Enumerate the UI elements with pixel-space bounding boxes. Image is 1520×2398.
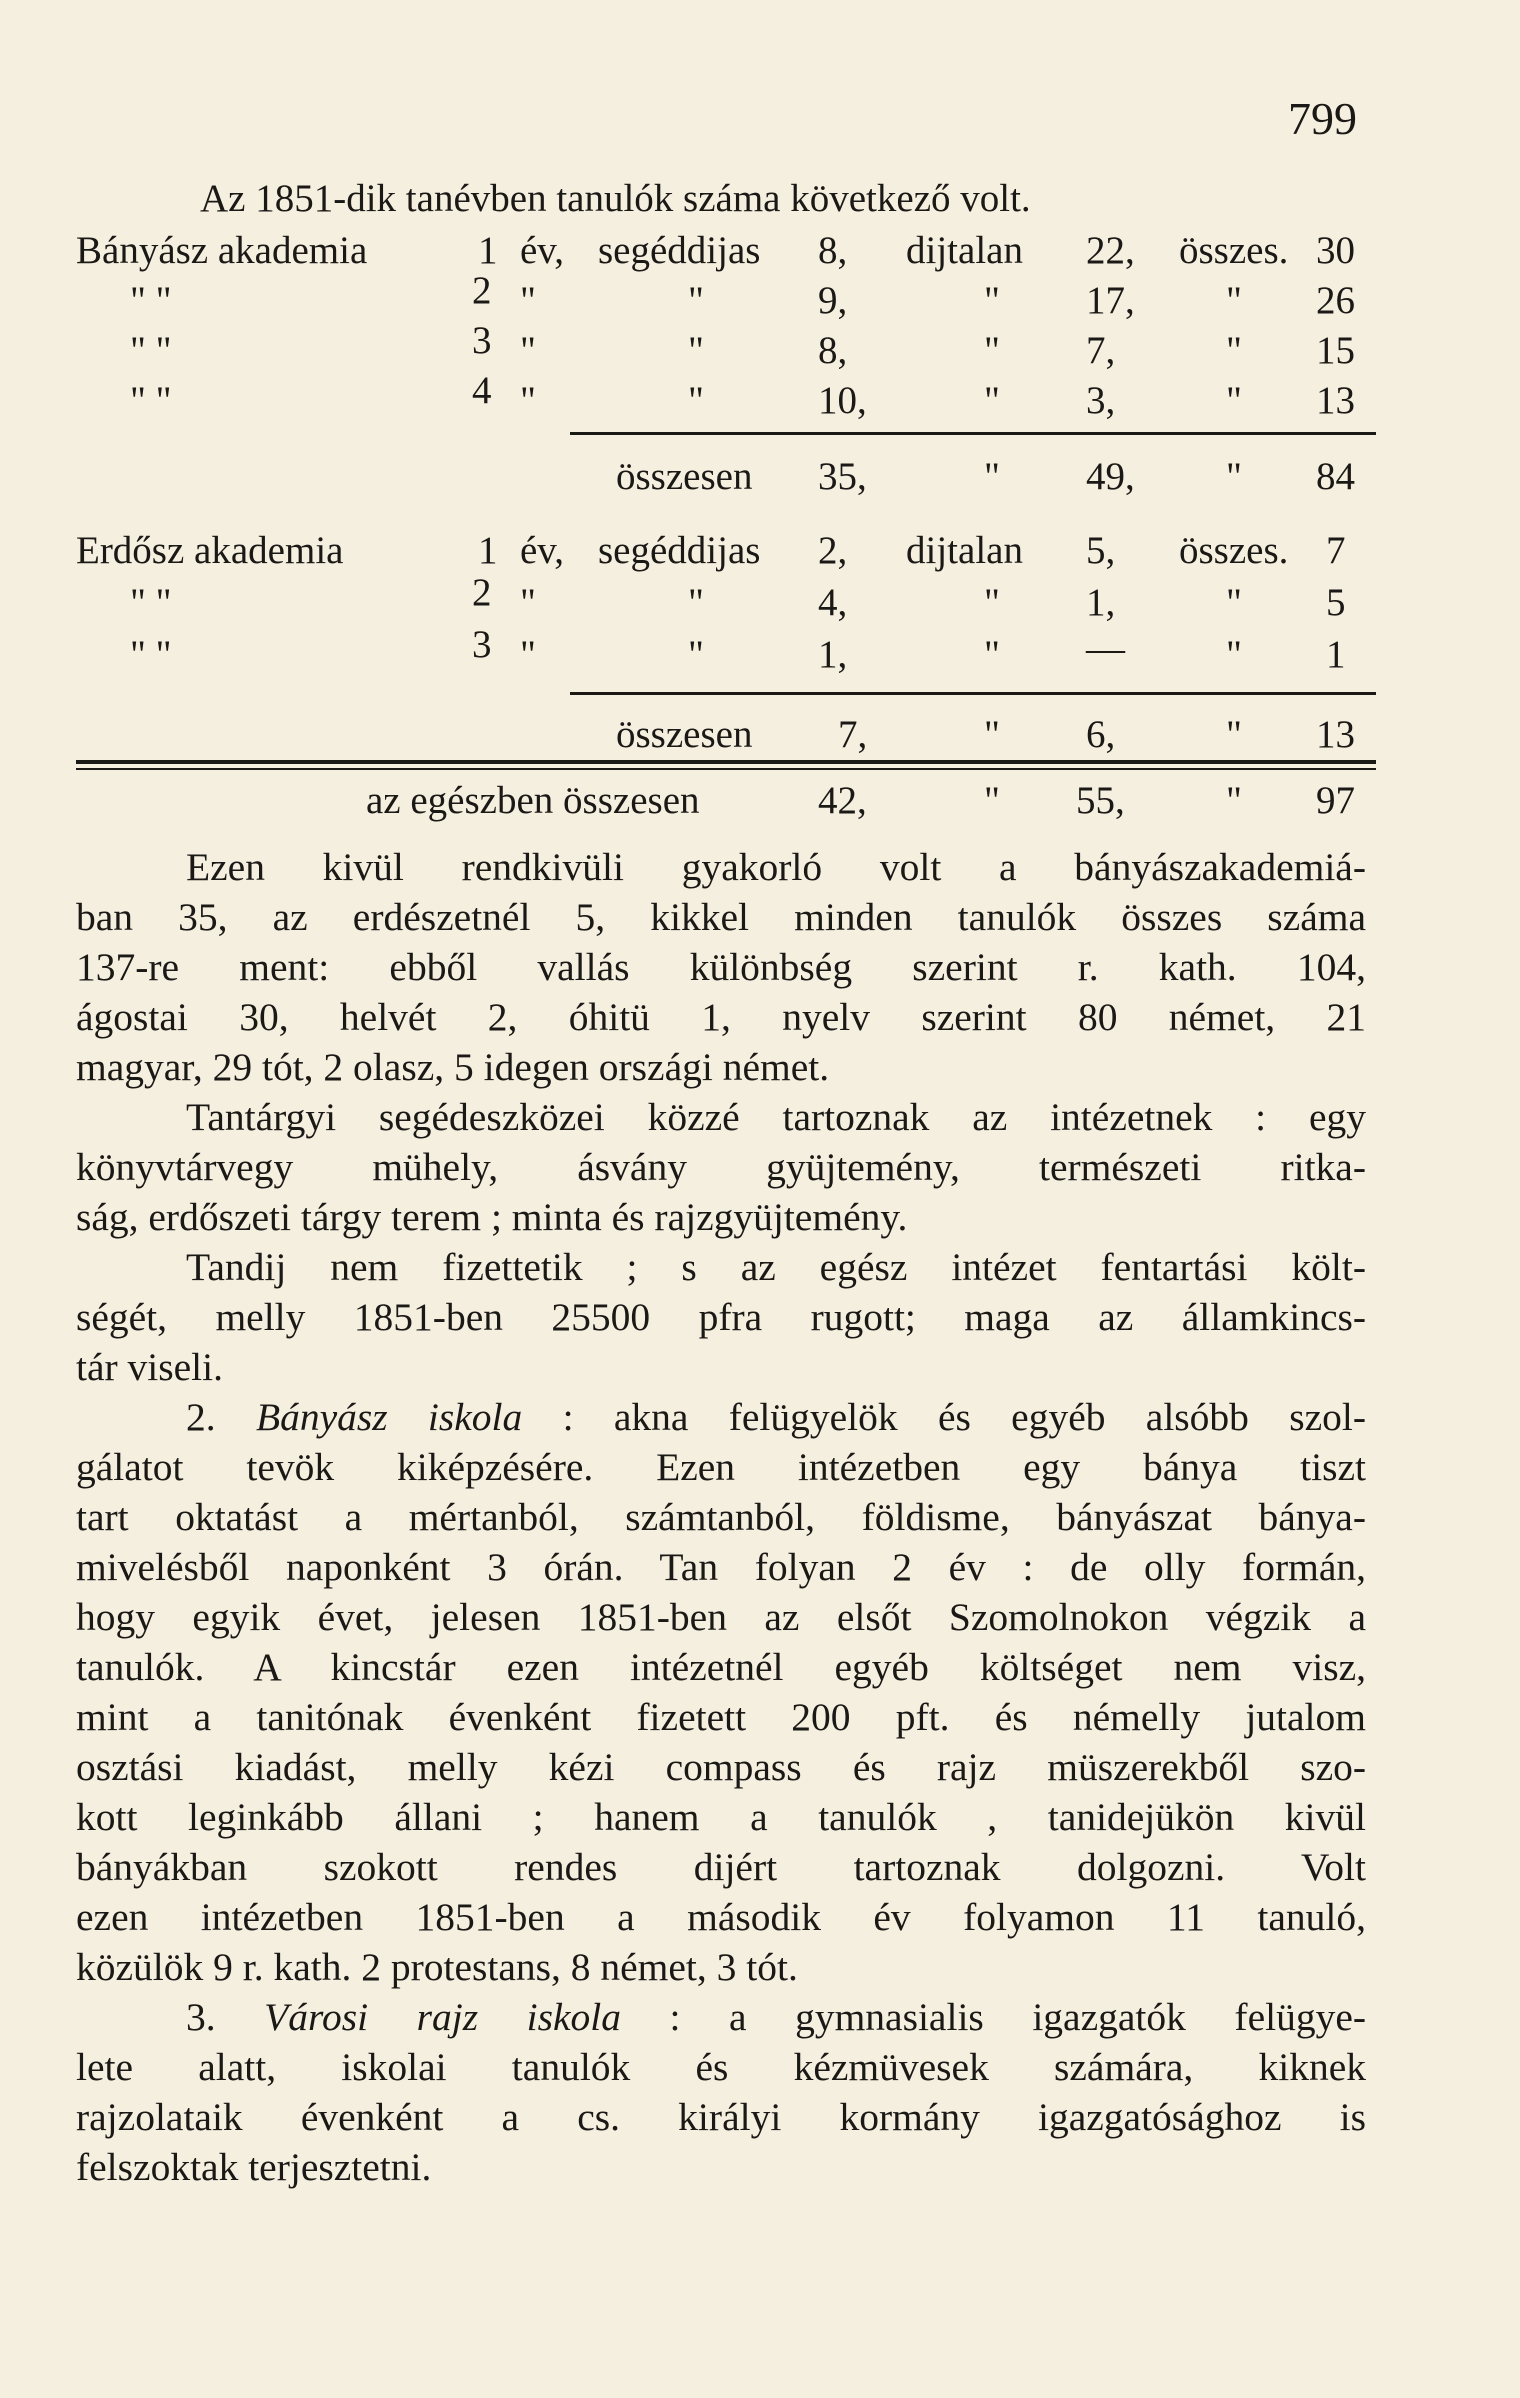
paragraph: Ezen kivül rendkivüli gyakorló volt a bányászakademiá- ban 35, az erdészetnél 5, kikkel minden tanulók összes száma 137-re ment: ebből vallás különbség szerint r. kath. 104, ágostai 30, helvét 2, óhitü 1, nyelv szerint 80 német, 21 magyar, 29 tót, 2 olasz, 5 idegen országi német. (76, 845, 1366, 1089)
paragraph: Tandij nem fizettetik ; s az egész intézet fentartási költ- ségét, melly 1851-ben 25500 pfra rugott; maga az államkincs- tár viseli. (76, 1245, 1366, 1389)
section-banyasz-iskola: 2. Bányász iskola : akna felügyelök és egyéb alsóbb szol- gálatot tevök kiképzésére. Ezen intézetben egy bánya tiszt tart oktatást a mértanból, számtanból, földisme, bányászat bánya- mivelésből naponként 3 órán. Tan folyan 2 év : de olly formán, hogy egyik évet, jelesen 1851-ben az elsőt Szomolnokon végzik a tanulók. A kincstár ezen intézetnél egyéb költséget nem visz, mint a tanitónak évenként fizetett 200 pft. és némelly jutalom osztási kiadást, melly kézi compass és rajz müszerekből szo- kott leginkább állani ; hanem a tanulók , tanidejükön kivül bányákban szokott rendes dijért tartoznak dolgozni. Volt ezen intézetben 1851-ben a második év folyamon 11 tanuló, közülök 9 r. kath. 2 protestans, 8 német, 3 tót. (76, 1395, 1367, 1989)
sum-rule (570, 432, 1376, 435)
sum-rule (570, 692, 1376, 695)
table-intro: Az 1851-dik tanévben tanulók száma következő volt. (200, 177, 1031, 220)
paragraph: Tantárgyi segédeszközei közzé tartoznak az intézetnek : egy könyvtárvegy mühely, ásvány gyüjtemény, természeti ritka- ság, erdőszeti tárgy terem ; minta és rajzgyüjtemény. (76, 1095, 1366, 1239)
book-page: 799 Az 1851-dik tanévben tanulók száma következő volt. Bányász akademia 1 év, segéddijas 8, dijtalan 22, összes. 30 " " 2 " " 9, " 17, " 26 " " 3 " " 8, " 7, " 15 " " 4 " " 10, " 3, " 13 összesen 35, " 49, " 84 Erdősz akademia 1 év, segéddijas 2, dijtalan 5, összes. 7 " " 2 " " 4, " 1, " 5 " " 3 " " 1, " — " 1 összesen 7, " 6, " 13 az egészben összesen 42, " 55, " 97 Ezen kivül rendkivüli gyakorló volt a bányászakademiá- ban 35, az erdészetnél 5, kikkel minden tanulók összes száma 137-re ment: ebből vallás különbség szerint r. kath. 104, ágostai 30, helvét 2, óhitü 1, nyelv szerint 80 német, 21 magyar, 29 tót, 2 olasz, 5 idegen országi német. Tantárgyi segédeszközei közzé tartoznak az intézetnek : egy könyvtárvegy mühely, ásvány gyüjtemény, természeti ritka- ság, erdőszeti tárgy terem ; minta és rajzgyüjtemény. Tandij nem fizettetik ; s az egész intézet fentartási költ- ségét, melly 1851-ben 25500 pfra rugott; maga az államkincs- tár viseli. 2. Bányász iskola : akna felügyelök és egyéb alsóbb szol- gálatot tevök kiképzésére. Ezen intézetben egy bánya tiszt tart oktatást a mértanból, számtanból, földisme, bányászat bánya- mivelésből naponként 3 órán. Tan folyan 2 év : de olly formán, hogy egyik évet, jelesen 1851-ben az elsőt Szomolnokon végzik a tanulók. A kincstár ezen intézetnél egyéb költséget nem visz, mint a tanitónak évenként fizetett 200 pft. és némelly jutalom osztási kiadást, melly kézi compass és rajz müszerekből szo- kott leginkább állani ; hanem a tanulók , tanidejükön kivül bányákban szokott rendes dijért tartoznak dolgozni. Volt ezen intézetben 1851-ben a második év folyamon 11 tanuló, közülök 9 r. kath. 2 protestans, 8 német, 3 tót. 3. Városi rajz iskola : a gymnasialis igazgatók felügye- lete alatt, iskolai tanulók és kézmüvesek számára, kiknek rajzolataik évenként a cs. királyi kormány igazgatósághoz is felszoktak terjesztetni. (0, 0, 1520, 2398)
double-rule (76, 768, 1376, 770)
page-number: 799 (1288, 93, 1357, 144)
double-rule (76, 760, 1376, 764)
section-varosi-rajz-iskola: 3. Városi rajz iskola : a gymnasialis igazgatók felügye- lete alatt, iskolai tanulók és kézmüvesek számára, kiknek rajzolataik évenként a cs. királyi kormány igazgatósághoz is felszoktak terjesztetni. (76, 1995, 1367, 2189)
section-title: Városi rajz iskola (264, 1995, 621, 2039)
section-number: 3. (186, 1995, 216, 2039)
section-number: 2. (186, 1395, 216, 1439)
section-title: Bányász iskola (255, 1395, 523, 1439)
